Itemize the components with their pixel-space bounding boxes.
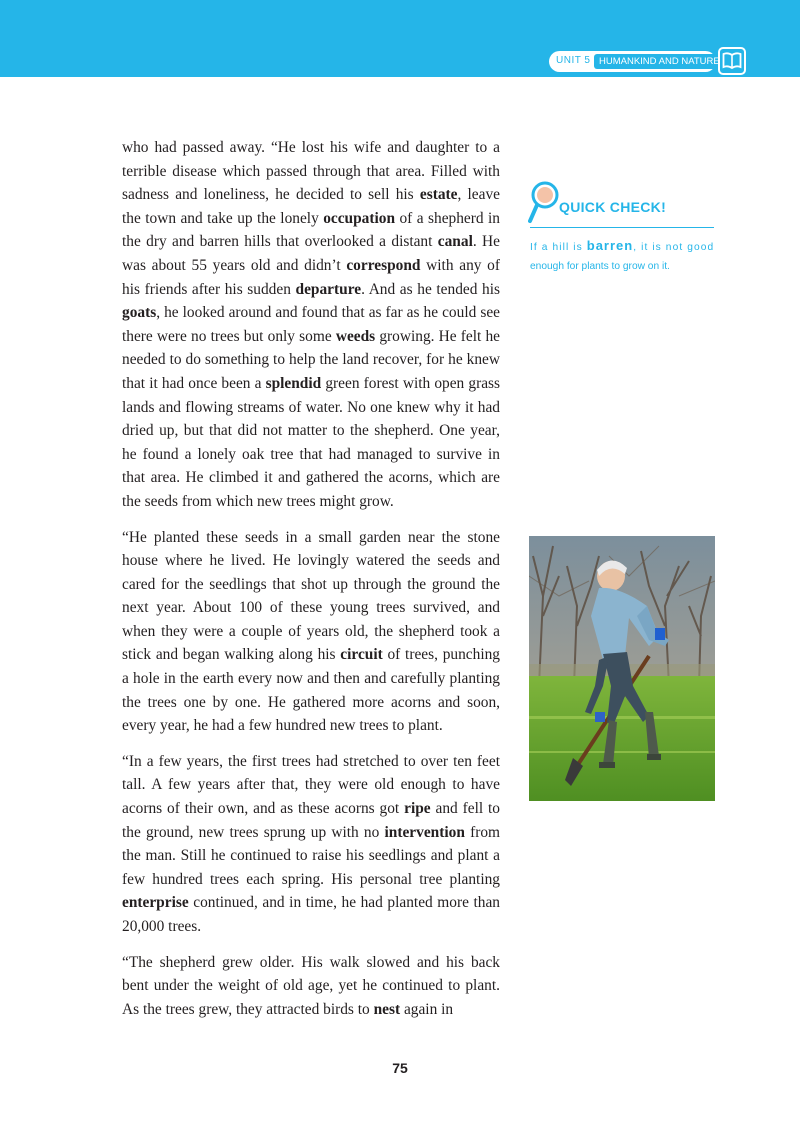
vocabulary-word: departure (295, 280, 362, 298)
paragraph-text: again in (400, 1000, 454, 1018)
paragraph-text: continued, and in time, he had planted more than 20,000 trees. (122, 894, 500, 935)
unit-tag (549, 51, 720, 72)
paragraph-text: from the man. Still he continued to raise his seedlings and plant a few hundred trees each spring. His personal tree planting (122, 823, 500, 888)
paragraph-text: . He was about 55 years old and didn’t (122, 233, 500, 274)
elderly-man-digging-photo (529, 536, 715, 801)
vocabulary-word: estate (419, 186, 458, 204)
magnifier-icon (528, 181, 562, 225)
page-number: 75 (392, 1060, 408, 1076)
quick-check-text (530, 236, 716, 276)
vocabulary-word: correspond (346, 256, 421, 274)
quick-check-line-1 (530, 236, 716, 257)
main-text (122, 136, 500, 1033)
paragraph-text: “The shepherd grew older. His walk slowed and his back bent under the weight of old age, yet he continued to plant. As the trees grew, they attracted birds to (122, 953, 500, 1018)
quick-check-title: QUICK CHECK! (559, 199, 667, 215)
paragraph-text: of a shepherd in the dry and barren hills that overlooked a distant (122, 209, 500, 251)
paragraph-text: and fell to the ground, new trees sprung up with no (122, 800, 500, 841)
vocabulary-word: canal (437, 233, 473, 251)
paragraph-text: , he looked around and found that as far as he could see there were no trees but only some (122, 304, 500, 345)
vocabulary-word: circuit (340, 646, 383, 664)
vocabulary-word: splendid (265, 374, 322, 392)
vocabulary-word: enterprise (122, 894, 189, 912)
paragraph (122, 750, 500, 939)
quick-check-line-2: enough for plants to grow on it. (530, 261, 670, 272)
paragraph (122, 526, 500, 738)
vocabulary-word: nest (373, 1000, 401, 1018)
paragraph-text: . And as he tended his (361, 280, 500, 298)
vocabulary-word: goats (122, 304, 157, 322)
paragraph (122, 136, 500, 514)
unit-title: HUMANKIND AND NATURE (594, 54, 725, 69)
vocabulary-word: weeds (335, 327, 376, 345)
paragraph-text: green forest with open grass lands and flowing streams of water. No one knew why it had dried up, but that did not matter to the shepherd. One year, he found a lonely oak tree that had managed to survive in that area. He climbed it and gathered the acorns, which are the seeds from which new trees might grow. (122, 374, 501, 510)
paragraph-text: “In a few years, the first trees had stretched to over ten feet tall. A few years after that, they were old enough to have acorns of their own, and as these acorns got (122, 752, 500, 818)
vocabulary-word: occupation (323, 209, 396, 227)
quick-check-keyword: barren (586, 238, 634, 253)
quick-check-divider (530, 227, 714, 228)
quick-check-text-after: , it is not good (633, 242, 715, 253)
paragraph-text: growing. He felt he needed to do something to help the land recover, for he knew that it had once been a (122, 327, 500, 392)
paragraph-text: , leave the town and take up the lonely (122, 186, 500, 227)
book-icon (718, 47, 746, 75)
unit-label: UNIT 5 (556, 55, 591, 66)
vocabulary-word: ripe (404, 800, 431, 818)
vocabulary-word: intervention (384, 823, 465, 841)
paragraph-text: with any of his friends after his sudden (122, 256, 500, 298)
paragraph-text: who had passed away. “He lost his wife and daughter to a terrible disease which passed through that area. Filled with sadness and loneliness, he decided to sell his (122, 139, 500, 204)
paragraph (122, 951, 500, 1022)
quick-check-text-before: If a hill is (530, 242, 587, 253)
paragraph-text: “He planted these seeds in a small garden near the stone house where he lived. He lovingly watered the seeds and cared for the seedlings that shot up through the ground the next year. About 100 of these young trees survived, and when they were a couple of years old, the shepherd took a stick and began walking along his (122, 528, 500, 664)
paragraph-text: of trees, punching a hole in the earth every now and then and carefully planting the trees one by one. He gathered more acorns and soon, every year, he had a few hundred new trees to plant. (122, 646, 500, 735)
